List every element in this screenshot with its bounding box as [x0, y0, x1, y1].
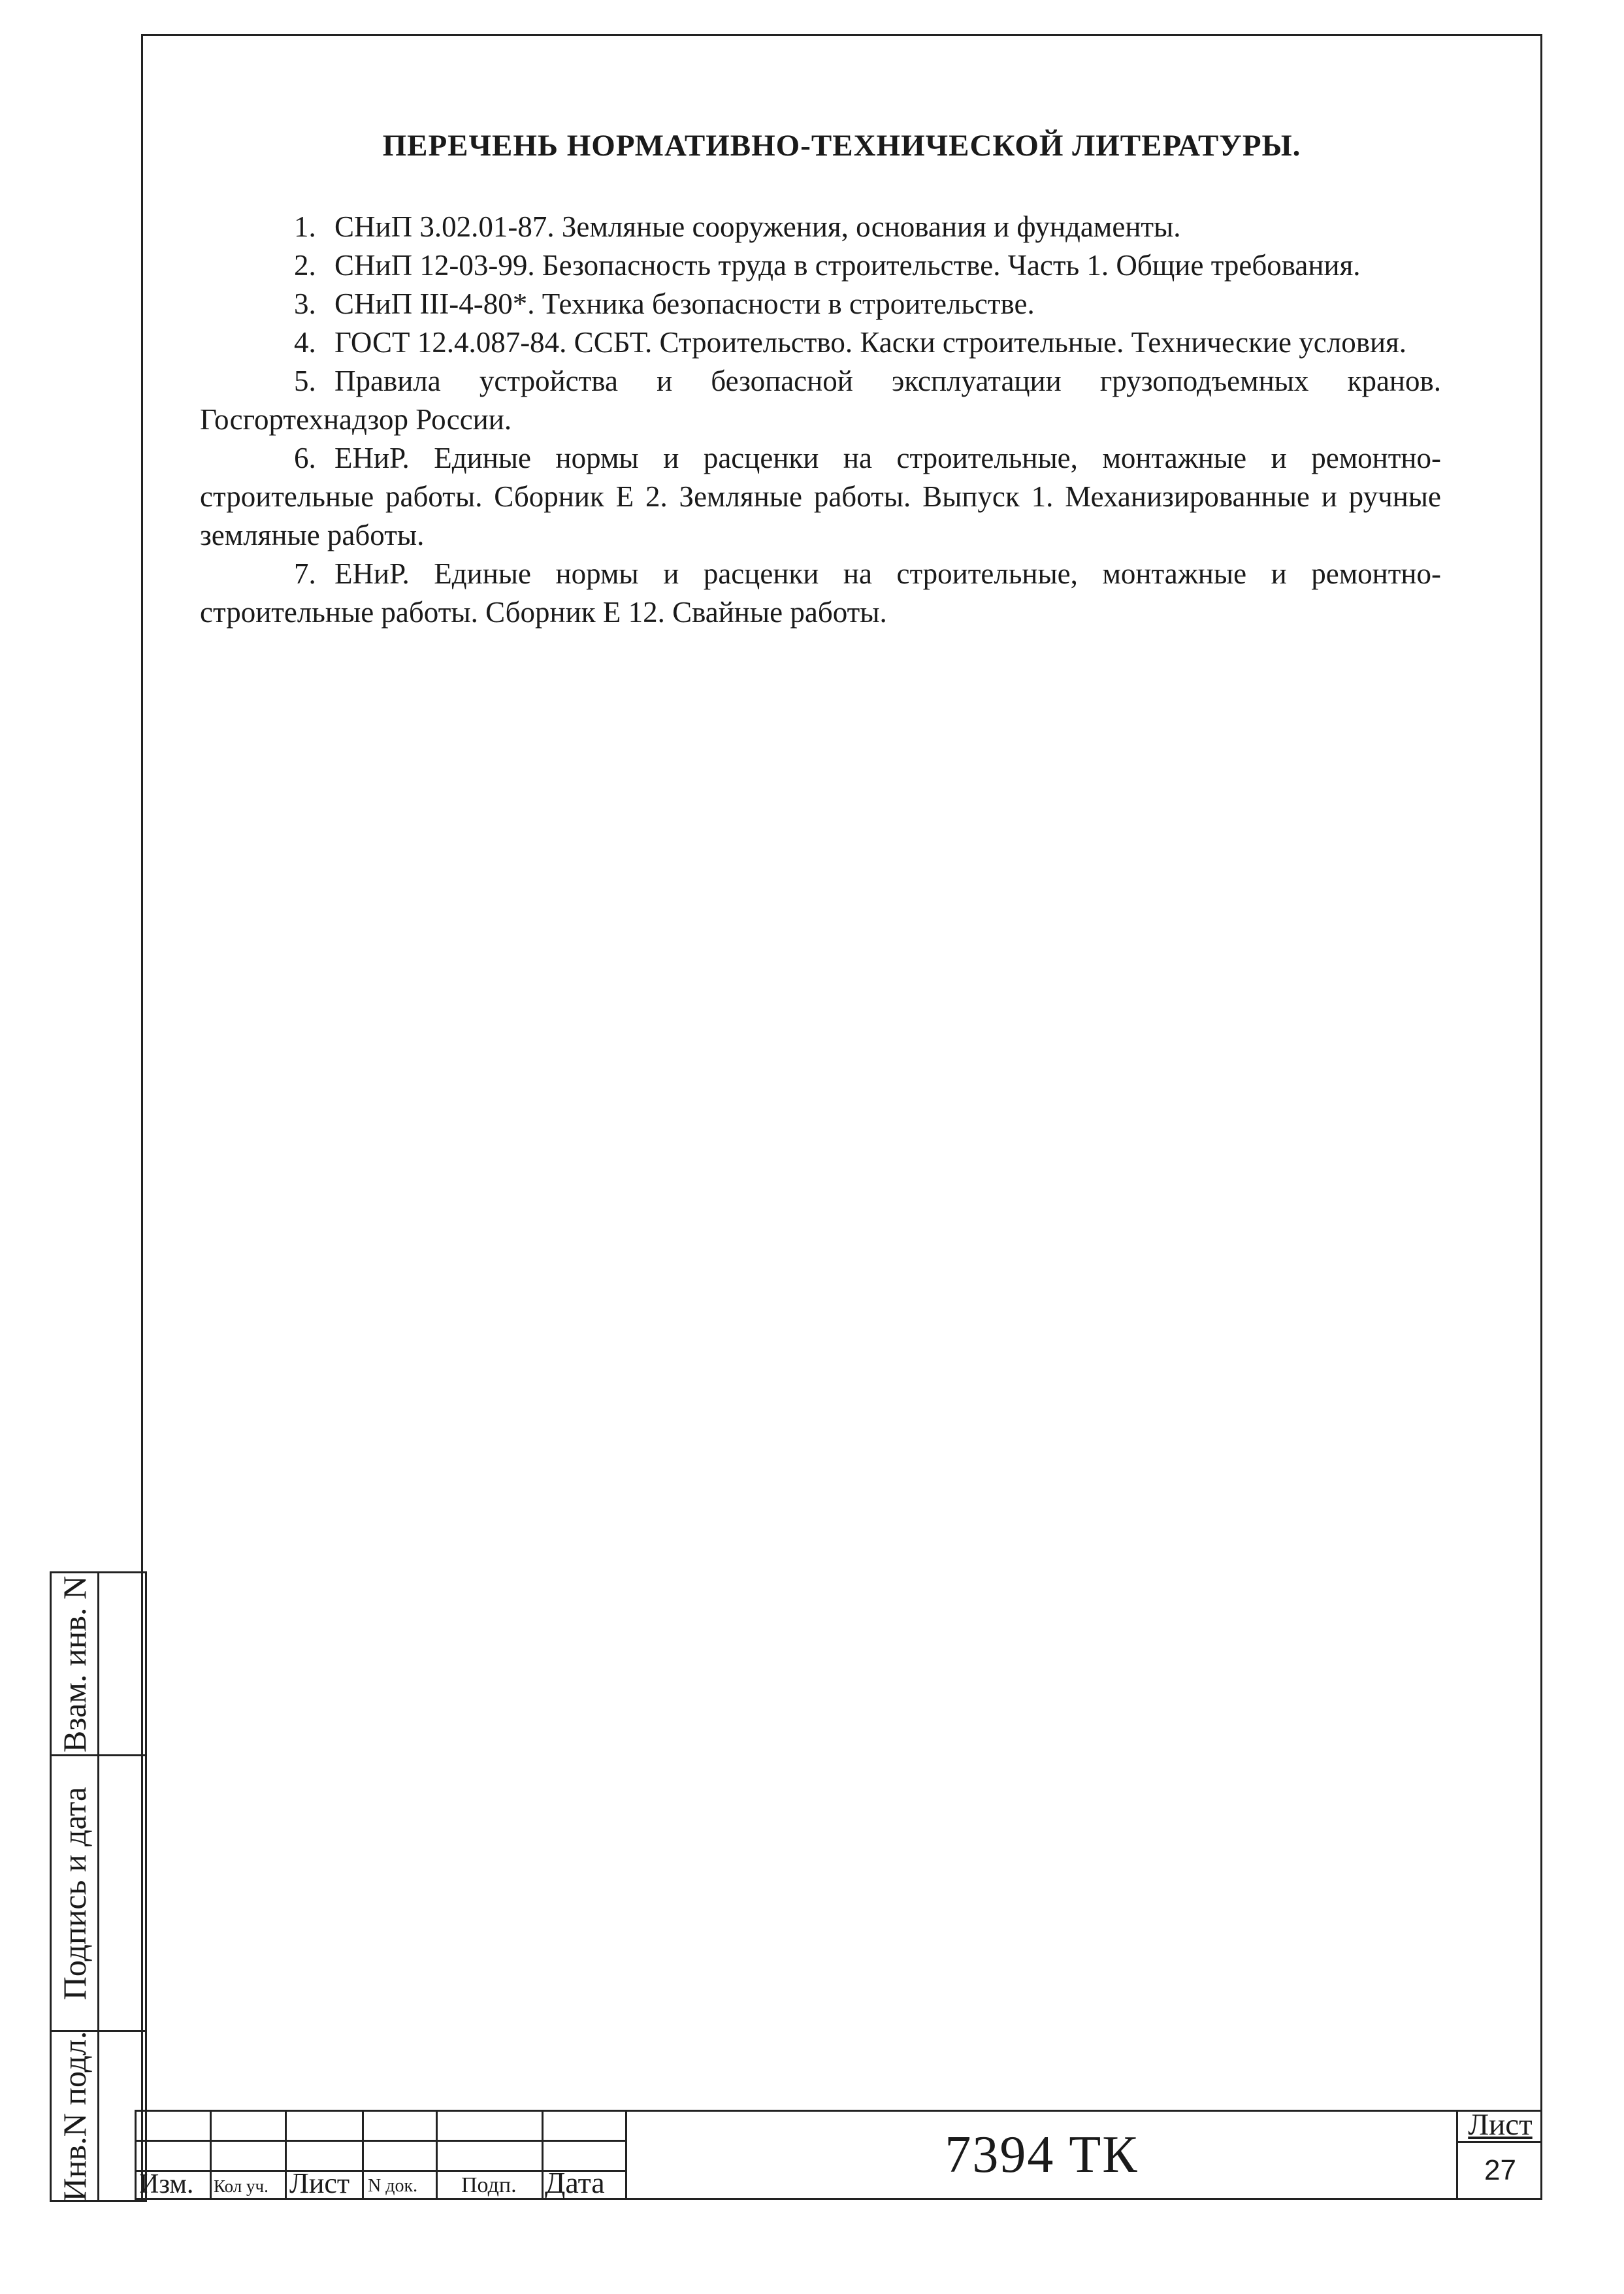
title-block [135, 2110, 1542, 2200]
signature-date-label: Подпись и дата [56, 1786, 93, 2000]
grid-cell [436, 2140, 544, 2172]
grid-cell [362, 2110, 438, 2142]
item-number: 6. [294, 442, 316, 474]
original-inventory-label: Инв.N подл. [56, 2031, 93, 2201]
header-cell-list [285, 2167, 364, 2200]
column-label: Изм. [139, 2169, 194, 2199]
grid-cell [135, 2110, 212, 2142]
list-item [200, 285, 1441, 323]
item-text: ЕНиР. Единые нормы и расценки на строительные, монтажные и ремонтно-строительные работы. Сборник Е 12. Свайные работы. [200, 557, 1441, 629]
header-cell-ndok [362, 2170, 438, 2200]
grid-cell [210, 2140, 287, 2172]
grid-cell [362, 2140, 438, 2172]
grid-cell [542, 2110, 627, 2142]
list-item [200, 246, 1441, 285]
item-number: 2. [294, 249, 316, 282]
grid-cell [210, 2110, 287, 2142]
item-number: 1. [294, 210, 316, 243]
column-label: N док. [368, 2176, 418, 2196]
list-item [200, 555, 1441, 632]
item-text: СНиП III-4-80*. Техника безопасности в строительстве. [334, 287, 1035, 320]
references-list [200, 208, 1441, 632]
item-number: 7. [294, 557, 316, 590]
list-item [200, 362, 1441, 439]
item-text: СНиП 3.02.01-87. Земляные сооружения, основания и фундаменты. [334, 210, 1181, 243]
page-title: ПЕРЕЧЕНЬ НОРМАТИВНО-ТЕХНИЧЕСКОЙ ЛИТЕРАТУРЫ. [382, 129, 1301, 163]
column-label: Кол уч. [214, 2176, 268, 2196]
column-label: Подп. [461, 2173, 517, 2197]
list-item [200, 208, 1441, 246]
sheet-label: Лист [1468, 2108, 1533, 2142]
grid-cell [285, 2110, 364, 2142]
list-item [200, 323, 1441, 362]
sheet-number: 27 [1484, 2154, 1516, 2186]
item-number: 3. [294, 287, 316, 320]
header-cell-izm [135, 2170, 212, 2200]
header-cell-data [542, 2166, 627, 2200]
column-label: Дата [545, 2166, 605, 2199]
column-label: Лист [289, 2167, 350, 2199]
item-text: Правила устройства и безопасной эксплуатации грузоподъемных кранов. Госгортехнадзор России. [200, 365, 1441, 436]
side-stamp [50, 1571, 147, 2202]
item-text: ГОСТ 12.4.087-84. ССБТ. Строительство. Каски строительные. Технические условия. [334, 326, 1406, 359]
replace-inventory-label: Взам. инв. N [56, 1575, 93, 1752]
item-text: СНиП 12-03-99. Безопасность труда в строительстве. Часть 1. Общие требования. [334, 249, 1361, 282]
item-text: ЕНиР. Единые нормы и расценки на строительные, монтажные и ремонтно-строительные работы. Сборник Е 2. Земляные работы. Выпуск 1. Механизированные и ручные земляные работы. [200, 442, 1441, 551]
document-code: 7394 ТК [945, 2125, 1139, 2184]
grid-cell [135, 2140, 212, 2172]
grid-cell [436, 2110, 544, 2142]
header-cell-kol [210, 2170, 287, 2200]
item-number: 4. [294, 326, 316, 359]
item-number: 5. [294, 365, 316, 397]
header-cell-podp [436, 2170, 544, 2200]
list-item [200, 439, 1441, 555]
